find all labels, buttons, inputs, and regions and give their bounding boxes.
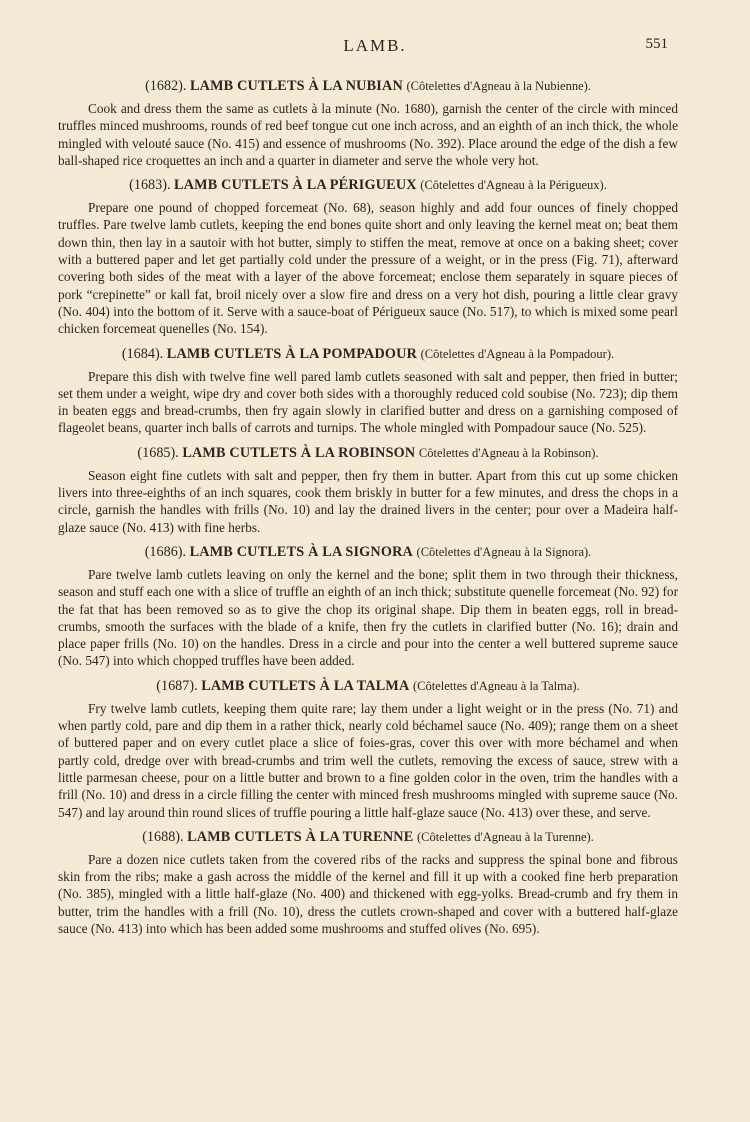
- recipe-1682: [58, 76, 678, 169]
- recipe-number: (1682).: [145, 78, 187, 94]
- recipe-number: (1685).: [137, 444, 179, 461]
- recipe-text: Season eight fine cutlets with salt and pepper, then fry them in butter. Apart from this cut up some chicken livers into three-eighths of an inch squares, cook them briskly in butter for a few minutes, and dress the chops in a circle, garnish the handles with frills (No. 10) and lay the drained livers in the center; pour over a Madeira half-glaze sauce (No. 413) with fine herbs.: [58, 467, 678, 535]
- recipe-number: (1683).: [129, 177, 171, 194]
- recipe-text: Cook and dress them the same as cutlets à la minute (No. 1680), garnish the center of the circle with minced truffles minced mushrooms, rounds of red beef tongue cut one inch across, and an eighth of an inch thick, the whole mingled with velouté sauce (No. 415) and essence of mushrooms (No. 392). Place around the edge of the dish a few ball-shaped rice croquettes an inch and a quarter in diameter and serve the whole very hot.: [58, 101, 678, 168]
- recipe-text: Pare a dozen nice cutlets taken from the covered ribs of the racks and suppress the spinal bone and fibrous skin from the ribs; make a gash across the middle of the kernel and fill it up with a cooked fine herb preparation (No. 385), mingled with a little half-glaze (No. 400) and thickened with egg-yolks. Bread-crumb and fry them in butter, trim the handles with a frill (No. 10), dress the cutlets crown-shaped and cover with a buttered half-glaze sauce (No. 413) into which has been added some mushrooms and stuffed olives (No. 695).: [58, 851, 678, 936]
- recipe-1684: [58, 344, 678, 437]
- recipe-title: [58, 76, 678, 96]
- recipe-french-name: (Côtelettes d'Agneau à la Talma).: [413, 678, 580, 693]
- recipe-number: (1688).: [142, 828, 184, 845]
- recipe-text: Pare twelve lamb cutlets leaving on only the kernel and the bone; split them in two through their thickness, season and stuff each one with a slice of truffle an eighth of an inch thick; substitute quenelle forcemeat (No. 92) for the fat that has been removed so as to give the chop its original shape. Dip them in beaten eggs, roll in bread-crumbs, smooth the surfaces with the blade of a knife, then fry the cutlets in clarified butter (No. 16); drain and place paper frills (No. 10) on the handles. Dress in a circle and pour into the center a well buttered supreme sauce (No. 547) into which chopped truffles have been added.: [58, 566, 678, 669]
- recipe-number: (1684).: [121, 345, 164, 362]
- recipe-1688: [58, 827, 678, 937]
- recipe-name: LAMB CUTLETS À LA PÉRIGUEUX: [174, 177, 417, 194]
- recipe-list: [58, 76, 678, 943]
- page-header: [0, 36, 750, 56]
- recipe-1683: [58, 175, 678, 337]
- recipe-number: (1686).: [144, 543, 187, 560]
- recipe-name: LAMB CUTLETS À LA TURENNE: [187, 828, 414, 845]
- recipe-name: LAMB CUTLETS À LA POMPADOUR: [166, 345, 418, 362]
- page-number: 551: [645, 36, 668, 52]
- recipe-text: Prepare one pound of chopped forcemeat (No. 68), season highly and add four ounces of finely chopped truffles. Pare twelve lamb cutlets, keeping the end bones quite short and only leaving the kernel meat on; beat them down thin, then lay in a sautoir with hot butter, simply to stiffen the meat, remove at once on a baking sheet; cover with a buttered paper and let get partially cold under the pressure of a weight, or in the press (Fig. 71), afterward covering both sides of the meat with a layer of the above forcemeat; enclose them separately in square pieces of pork “crepinette” or kall fat, broil nicely over a slow fire and dress on a very hot dish, pouring a little clear gravy (No. 404) into the bottom of it. Serve with a sauce-boat of Périgueux sauce (No. 517), to which is mixed some pearl chicken forcemeat quenelles (No. 154).: [58, 200, 678, 337]
- recipe-french-name: Côtelettes d'Agneau à la Robinson).: [418, 445, 599, 460]
- recipe-1685: [58, 443, 678, 536]
- recipe-1686: [58, 542, 678, 670]
- recipe-1687: [58, 676, 678, 821]
- recipe-text: Prepare this dish with twelve fine well pared lamb cutlets seasoned with salt and pepper, then fried in butter; set them under a weight, wipe dry and cover both sides with a thoroughly reduced cold soubise (No. 723); dip them in beaten eggs and bread-crumbs, then fry again slowly in clarified butter and dress on a garnishing composed of flageolet beans, quarter inch balls of carrots and turnips. The whole mingled with Pompadour sauce (No. 525).: [58, 368, 678, 436]
- running-head: LAMB.: [343, 36, 407, 55]
- recipe-text: Fry twelve lamb cutlets, keeping them quite rare; lay them under a light weight or in the press (No. 71) and when partly cold, pare and dip them in a rather thick, nearly cold béchamel sauce (No. 409); range them on a sheet of buttered paper and on every cutlet place a slice of foies-gras, cover this over with more béchamel and when partly cold, dredge over with bread-crumbs and trim well the cutlets, removing the excess of sauce, strew with a little parmesan cheese, pour on a little butter and brown to a fine golden color in the oven, trim the handles with a frill (No. 10) and dress in a circle filling the center with minced fresh mushrooms mingled with supreme sauce (No. 547) and lay around thin round slices of truffle pouring a little half-glaze sauce (No. 413) over these, and serve.: [58, 700, 678, 820]
- recipe-name: LAMB CUTLETS À LA NUBIAN: [189, 78, 403, 94]
- recipe-title: [58, 443, 678, 463]
- recipe-name: LAMB CUTLETS À LA ROBINSON: [182, 444, 416, 461]
- recipe-name: LAMB CUTLETS À LA TALMA: [201, 677, 410, 694]
- recipe-title: [58, 175, 678, 195]
- recipe-french-name: (Côtelettes d'Agneau à la Périgueux).: [420, 178, 607, 193]
- recipe-number: (1687).: [156, 677, 198, 694]
- recipe-title: [58, 676, 678, 696]
- recipe-french-name: (Côtelettes d'Agneau à la Turenne).: [416, 829, 594, 844]
- recipe-title: [58, 827, 678, 847]
- recipe-french-name: (Côtelettes d'Agneau à la Nubienne).: [406, 79, 591, 93]
- recipe-name: LAMB CUTLETS À LA SIGNORA: [189, 543, 413, 560]
- recipe-title: [58, 542, 678, 562]
- recipe-title: [58, 344, 678, 364]
- recipe-french-name: (Côtelettes d'Agneau à la Signora).: [416, 544, 592, 559]
- recipe-french-name: (Côtelettes d'Agneau à la Pompadour).: [420, 346, 615, 361]
